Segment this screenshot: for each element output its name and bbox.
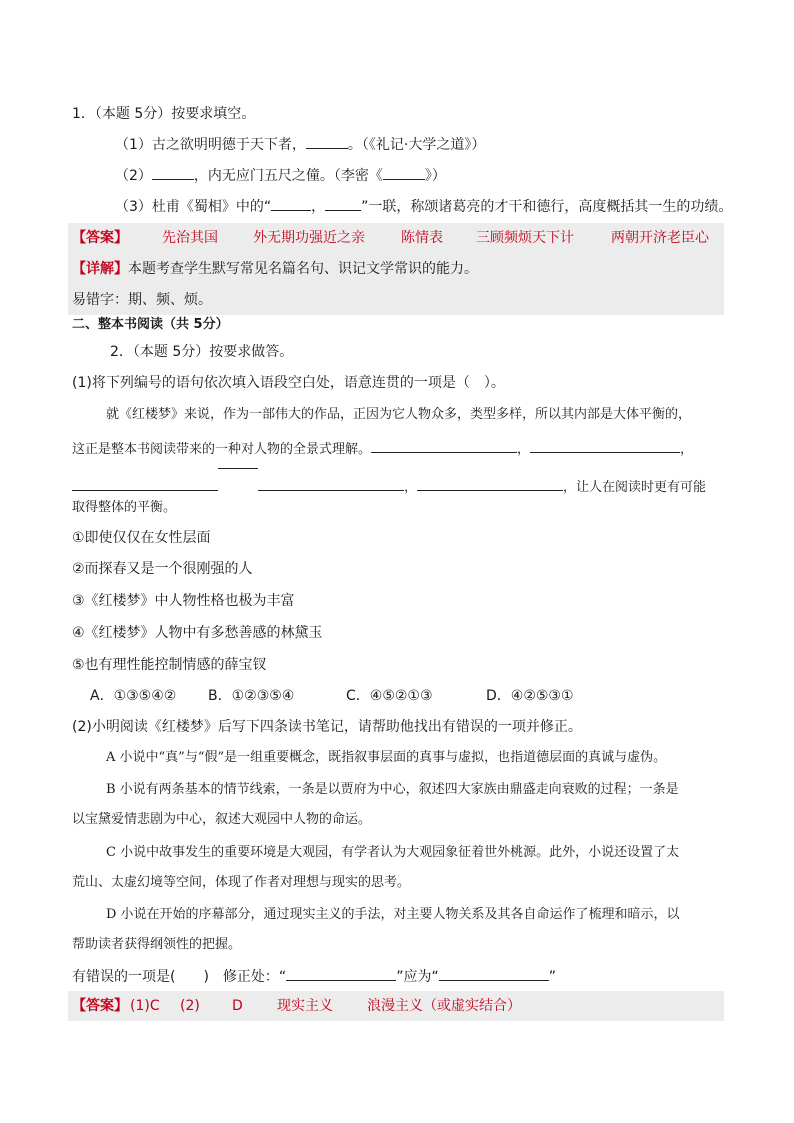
fill-a: 有错误的一项是( ) 修正处：“ [72, 969, 287, 985]
q1-item3-sep: ， [311, 199, 326, 215]
passage-comma: ， [404, 480, 418, 495]
choice-c[interactable]: C．④⑤②①③ [346, 688, 433, 704]
q2-answer-5: 浪漫主义（或虚实结合） [367, 998, 521, 1014]
note-a: A 小说中“真”与“假”是一组重要概念，既指叙事层面的真事与虚拟，也指道德层面的真诚与虚伪。 [106, 750, 667, 765]
option-2: ②而探春又是一个很刚强的人 [72, 561, 253, 577]
answer-blank[interactable] [271, 196, 311, 211]
q1-item3-post: ”一联，称颂诸葛亮的才干和德行，高度概括其一生的功绩。 [361, 199, 733, 215]
answer-blank[interactable] [72, 476, 218, 491]
q1-easy-error: 易错字：期、频、烦。 [72, 292, 212, 308]
choice-a[interactable]: A．①③⑤④② [90, 688, 177, 704]
detail-label: 【详解】 [72, 261, 128, 277]
passage-line1: 就《红楼梦》来说，作为一部伟大的作品，正因为它人物众多，类型多样，所以其内部是大体平衡的， [106, 407, 692, 422]
note-b-line2: 以宝黛爱情悲剧为中心，叙述大观园中人物的命运。 [72, 812, 372, 827]
note-d-line2: 帮助读者获得纲领性的把握。 [72, 937, 242, 952]
fill-b: ”应为“ [396, 969, 439, 985]
q1-answer-3: 陈情表 [401, 230, 443, 246]
q2-sub1-prompt: (1)将下列编号的语句依次填入语段空白处，语意连贯的一项是（ ）。 [72, 375, 505, 391]
answer-blank[interactable] [152, 165, 194, 180]
passage-comma: ， [680, 442, 694, 457]
answer-blank[interactable] [439, 966, 549, 981]
passage-comma: ， [517, 442, 531, 457]
answer-blank[interactable] [417, 476, 563, 491]
passage-line3 [72, 468, 706, 498]
q1-item2 [115, 165, 446, 186]
q2-heading: 2．（本题 5分）按要求做答。 [110, 344, 294, 360]
option-1: ①即使仅仅在女性层面 [72, 530, 211, 546]
option-5: ⑤也有理性能控制情感的薛宝钗 [72, 657, 267, 673]
q1-detail [72, 259, 478, 279]
answer-blank[interactable] [286, 966, 396, 981]
q1-item1-pre: （1）古之欲明明德于天下者， [115, 137, 306, 153]
q2-answer-1: (1)C [130, 998, 160, 1014]
choice-b[interactable]: B．①②③⑤④ [208, 688, 295, 704]
q2-answer-2: (2) [180, 998, 200, 1014]
answer-blank[interactable] [530, 438, 680, 453]
note-c-line1: C 小说中故事发生的重要环境是大观园，有学者认为大观园象征着世外桃源。此外，小说还设置了太 [106, 845, 680, 860]
section2-heading: 二、整本书阅读（共 5分） [72, 317, 229, 332]
answer-blank[interactable] [325, 196, 361, 211]
q1-item1-post: 。（《礼记·大学之道》） [347, 137, 486, 153]
answer-blank[interactable] [383, 165, 425, 180]
detail-text: 本题考查学生默写常见名篇名句、识记文学常识的能力。 [128, 261, 478, 277]
passage-line4: 取得整体的平衡。 [72, 500, 177, 515]
answer-blank[interactable] [218, 468, 258, 479]
note-c-line2: 荒山、太虚幻境等空间，体现了作者对理想与现实的思考。 [72, 875, 411, 890]
note-b-line1: B 小说有两条基本的情节线索，一条是以贾府为中心，叙述四大家族由鼎盛走向衰败的过程；一条是 [106, 782, 679, 797]
passage-line2 [72, 438, 693, 460]
option-4: ④《红楼梦》人物中有多愁善感的林黛玉 [72, 625, 323, 641]
q1-item2-mid: ，内无应门五尺之僮。（李密《 [193, 168, 383, 184]
passage-line3-end: ，让人在阅读时更有可能 [563, 480, 707, 495]
q1-answer-2: 外无期功强近之亲 [253, 230, 365, 246]
answer-blank[interactable] [306, 134, 348, 149]
q2-fill-line [72, 966, 556, 987]
q2-answer-3: D [232, 998, 243, 1014]
q1-answer-1: 先治其国 [162, 230, 218, 246]
q1-item3-pre: （3）杜甫《蜀相》中的“ [115, 199, 272, 215]
q1-answer-label: 【答案】 [72, 230, 128, 246]
answer-blank[interactable] [371, 438, 517, 453]
q2-sub2-prompt: (2)小明阅读《红楼梦》后写下四条读书笔记，请帮助他找出有错误的一项并修正。 [72, 719, 582, 735]
q2-answer-label: 【答案】 [72, 998, 128, 1014]
q1-item3 [115, 196, 732, 217]
q1-item2-pre: （2） [115, 168, 152, 184]
q2-answer-4: 现实主义 [277, 998, 333, 1014]
choice-d[interactable]: D．④②⑤③① [486, 688, 574, 704]
q1-heading: 1．（本题 5分）按要求填空。 [72, 106, 256, 122]
answer-blank[interactable] [258, 476, 404, 491]
note-d-line1: D 小说在开始的序幕部分，通过现实主义的手法，对主要人物关系及其各自命运作了梳理和暗示，以 [106, 907, 680, 922]
option-3: ③《红楼梦》中人物性格也极为丰富 [72, 593, 295, 609]
q1-answer-4: 三顾频烦天下计 [476, 230, 574, 246]
q1-item1 [115, 134, 485, 155]
passage-line2-text: 这正是整本书阅读带来的一种对人物的全景式理解。 [72, 442, 372, 457]
fill-c: ” [548, 969, 556, 985]
q1-item2-post: 》） [424, 168, 446, 184]
q1-answer-5: 两朝开济老臣心 [611, 230, 709, 246]
